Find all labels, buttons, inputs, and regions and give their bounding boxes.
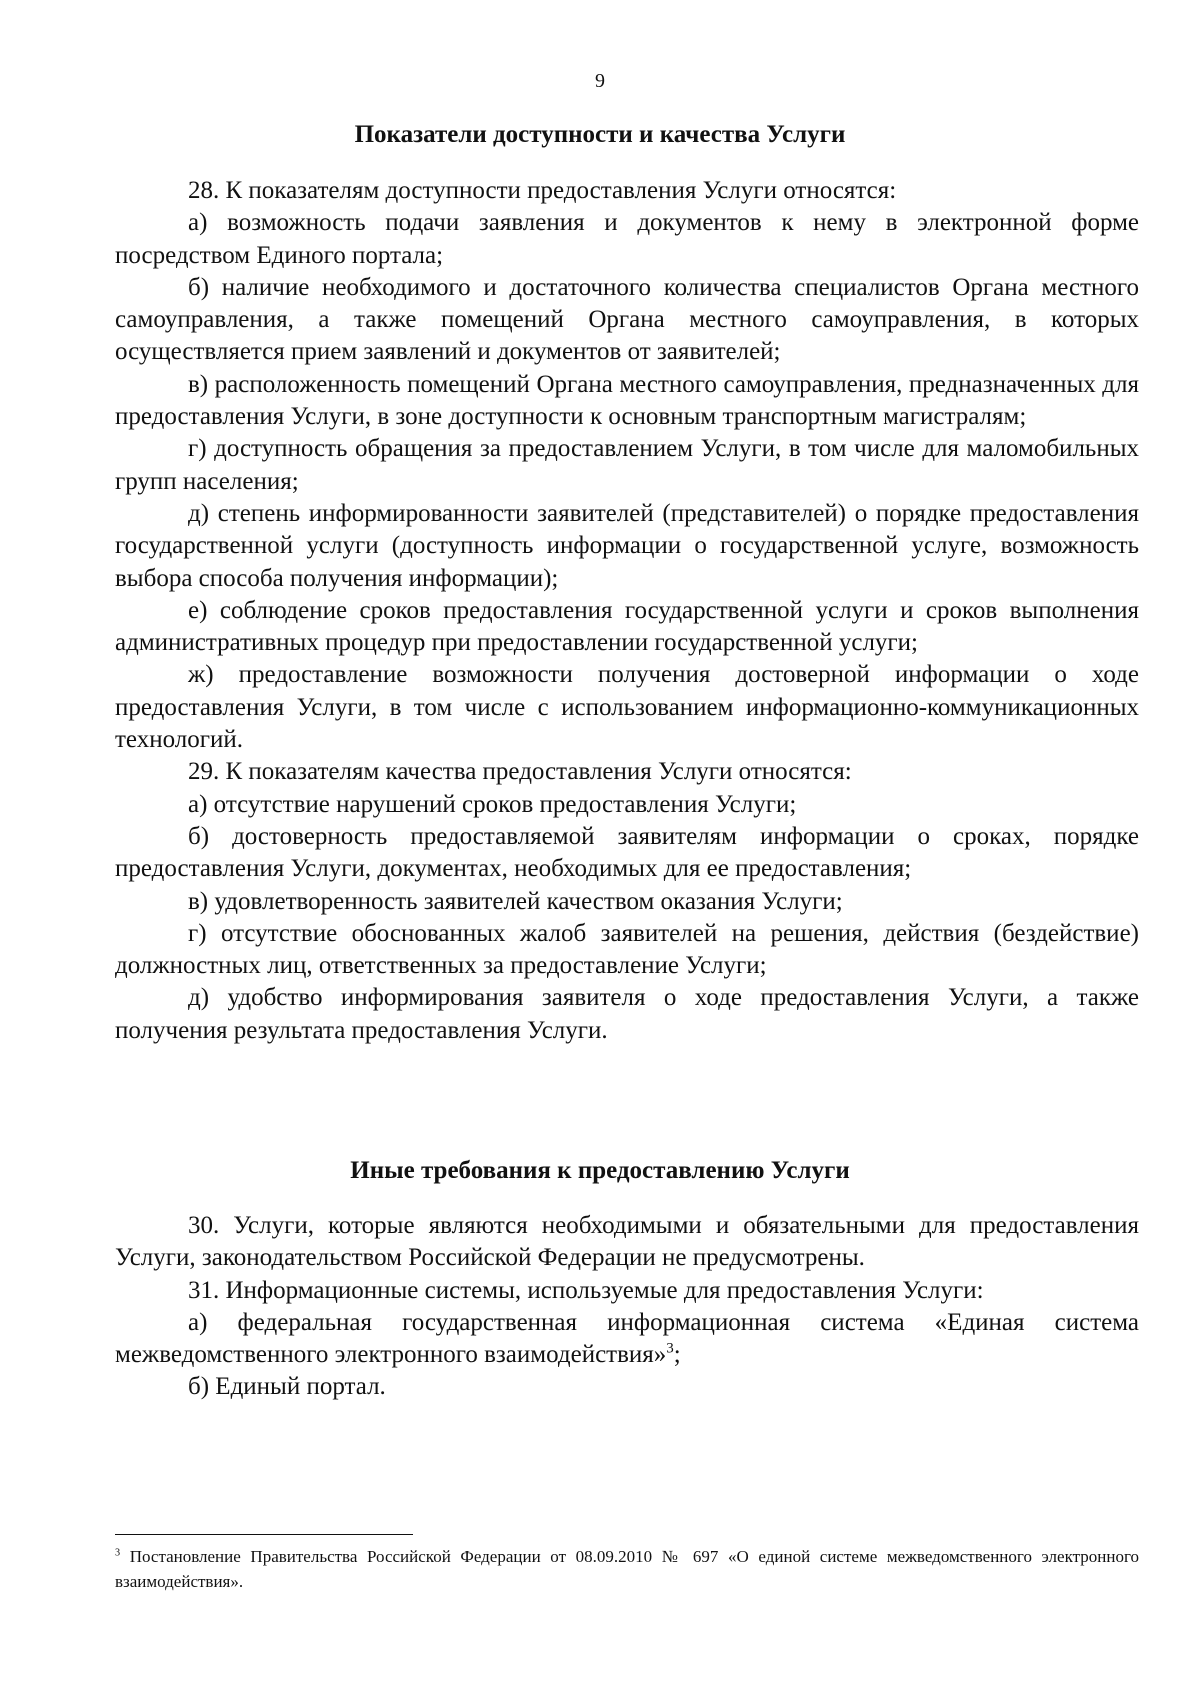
paragraph-28v: в) расположенность помещений Органа местного самоуправления, предназначенных для предоставления Услуги, в зоне доступности к основным транспортным магистралям; [115,370,1139,431]
paragraph-30: 30. Услуги, которые являются необходимыми и обязательными для предоставления Услуги, законодательством Российской Федерации не предусмотрены. [115,1212,1139,1272]
section-body-availability [115,175,1139,1047]
footnote-reference[interactable]: 3 [666,1340,674,1357]
footnote-separator [115,1534,413,1535]
paragraph-29: 29. К показателям качества предоставления Услуги относятся: [188,758,852,786]
paragraph-31: 31. Информационные системы, используемые для предоставления Услуги: [188,1276,984,1304]
paragraph-28a: а) возможность подачи заявления и документов к нему в электронной форме посредством Единого портала; [115,209,1139,269]
paragraph-29v: в) удовлетворенность заявителей качеством оказания Услуги; [188,887,843,915]
footnote-text: Постановление Правительства Российской Федерации от 08.09.2010 № 697 «О единой системе межведомственного электронного взаимодействия». [115,1547,1139,1591]
paragraph-28: 28. К показателям доступности предоставления Услуги относятся: [188,177,897,204]
paragraph-29d: д) удобство информирования заявителя о ходе предоставления Услуги, а также получения результата предоставления Услуги. [115,984,1139,1044]
footnote [115,1544,1139,1594]
paragraph-28g: г) доступность обращения за предоставлением Услуги, в том числе для маломобильных групп населения; [115,435,1139,495]
paragraph-31a-text: а) федеральная государственная информационная система «Единая система межведомственного электронного взаимодействия» [115,1308,1139,1369]
paragraph-28e: е) соблюдение сроков предоставления государственной услуги и сроков выполнения административных процедур при предоставлении государственной услуги; [115,596,1139,657]
section-heading-availability: Показатели доступности и качества Услуги [354,121,846,148]
section-heading-other-requirements: Иные требования к предоставлению Услуги [350,1157,850,1184]
section-body-other-requirements [115,1210,1139,1404]
paragraph-28zh: ж) предоставление возможности получения достоверной информации о ходе предоставления Услуги, в том числе с использованием информационно-коммуникационных технологий. [115,661,1139,754]
paragraph-28b: б) наличие необходимого и достаточного количества специалистов Органа местного самоуправления, а также помещений Органа местного самоуправления, в которых осуществляется прием заявлений и документов от заявителей; [115,273,1139,366]
paragraph-31a-end: ; [673,1341,681,1369]
paragraph-29b: б) достоверность предоставляемой заявителям информации о сроках, порядке предоставления Услуги, документах, необходимых для ее предоставления; [115,822,1139,883]
paragraph-29a: а) отсутствие нарушений сроков предоставления Услуги; [188,790,797,818]
paragraph-29g: г) отсутствие обоснованных жалоб заявителей на решения, действия (бездействие) должностных лиц, ответственных за предоставление Услуги; [115,919,1139,980]
footnote-mark: 3 [115,1547,121,1559]
paragraph-31b: б) Единый портал. [188,1373,386,1401]
paragraph-28d: д) степень информированности заявителей (представителей) о порядке предоставления государственной услуги (доступность информации о государственной услуге, возможность выбора способа получения информации); [115,499,1139,592]
paragraph-31a [115,1307,1139,1372]
page-number: 9 [595,70,605,92]
